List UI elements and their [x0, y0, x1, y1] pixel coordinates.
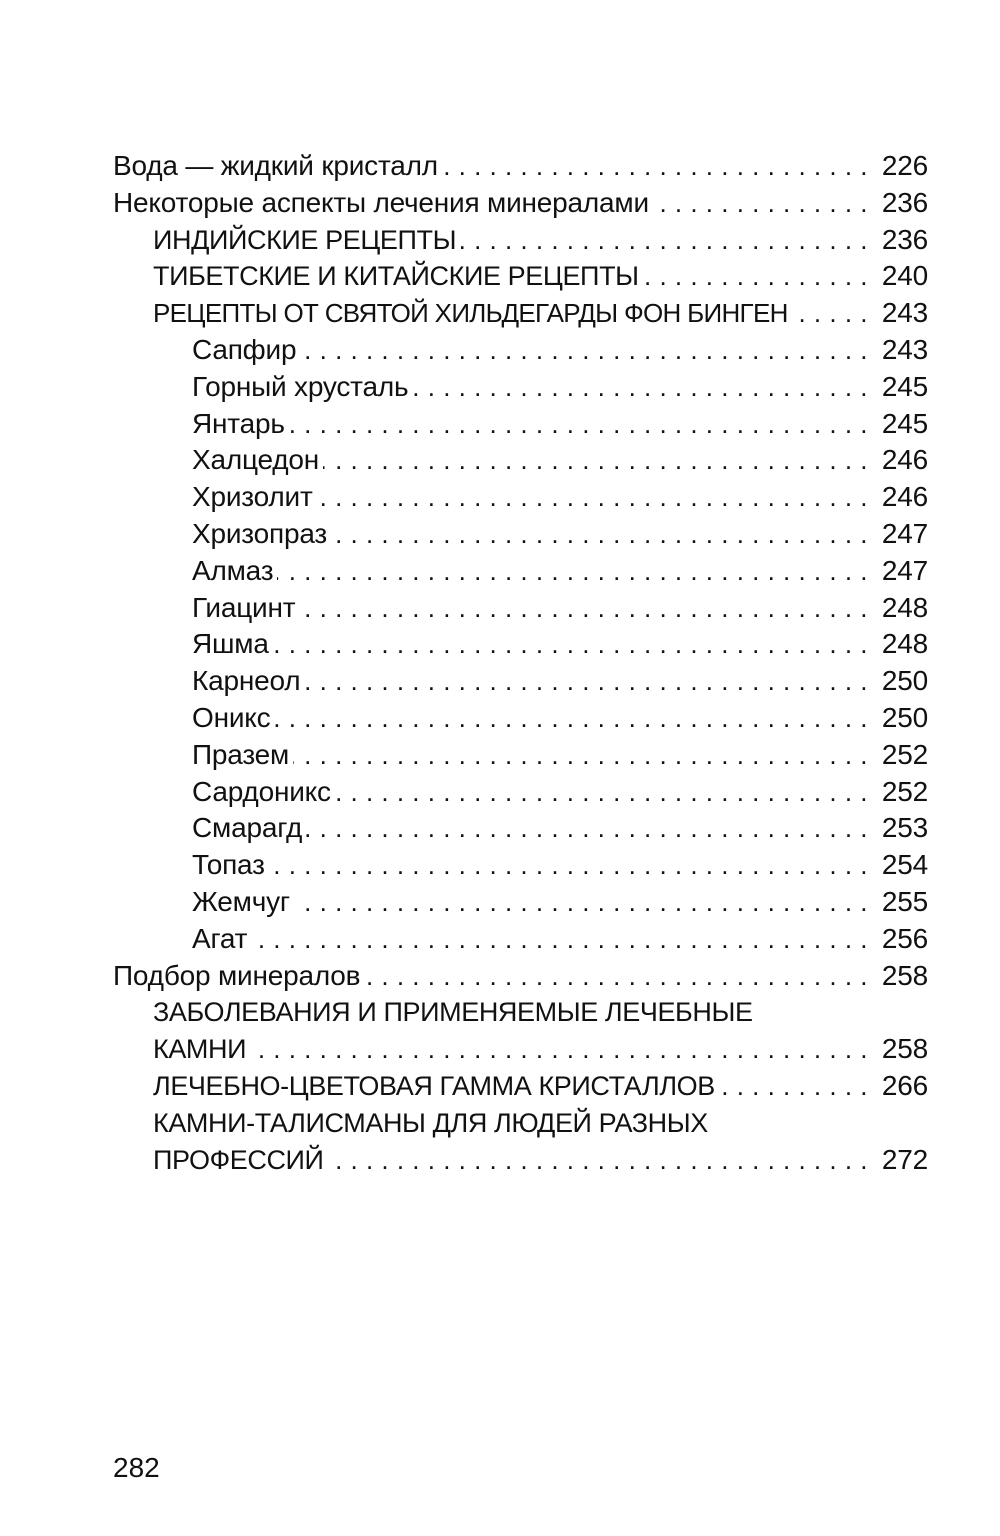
toc-entry-page: 266 — [881, 1069, 928, 1101]
toc-entry — [113, 921, 928, 958]
dot-leader — [251, 921, 868, 958]
toc-entry-page: 256 — [881, 922, 928, 954]
toc-entry — [113, 222, 928, 259]
toc-entry-page: 236 — [881, 223, 928, 255]
dot-leader — [293, 737, 868, 774]
toc-entry-title: Гиацинт — [192, 591, 296, 623]
toc-entry-title: РЕЦЕПТЫ ОТ СВЯТОЙ ХИЛЬДЕГАРДЫ ФОН БИНГЕН — [153, 298, 788, 329]
dot-leader — [412, 369, 868, 406]
toc-entry — [113, 884, 928, 921]
toc-entry-title: Халцедон — [192, 444, 320, 476]
toc-entry — [113, 1142, 928, 1179]
toc-entry — [113, 442, 928, 479]
toc-entry-page: 226 — [881, 150, 928, 181]
toc-entry-page: 250 — [881, 701, 928, 733]
toc-entry — [113, 1068, 928, 1105]
dot-leader — [317, 479, 868, 516]
toc-entry — [113, 958, 928, 995]
toc-entry-page: 253 — [881, 812, 928, 844]
dot-leader — [304, 663, 868, 700]
toc-entry — [113, 553, 928, 590]
toc-entry-title: Агат — [192, 922, 248, 954]
toc-entry-page: 272 — [881, 1143, 928, 1175]
toc-entry-title: Алмаз — [192, 554, 274, 586]
toc-entry — [113, 185, 928, 222]
toc-entry — [113, 626, 928, 663]
toc-entry-page: 246 — [881, 444, 928, 476]
toc-entry-title: Топаз — [192, 849, 265, 881]
page-number: 282 — [113, 1452, 160, 1483]
toc-entry-page: 247 — [881, 517, 928, 549]
toc-entry-page: 250 — [881, 665, 928, 697]
dot-leader — [273, 626, 868, 663]
toc-entry-title: Жемчуг — [192, 885, 290, 917]
toc-entry-title: Оникс — [192, 701, 271, 733]
dot-leader — [643, 258, 868, 295]
dot-leader — [719, 1068, 868, 1105]
toc-entry-title: ИНДИЙСКИЕ РЕЦЕПТЫ — [153, 224, 457, 255]
toc-entry — [113, 774, 928, 811]
toc-entry-page: 240 — [881, 260, 928, 292]
toc-entry-title: Горный хрусталь — [192, 370, 409, 402]
toc-entry-title: КАМНИ — [153, 1034, 247, 1065]
toc-entry-page: 247 — [881, 554, 928, 586]
toc-entry-title: ПРОФЕССИЙ — [153, 1144, 324, 1175]
toc-entry — [113, 295, 928, 332]
toc-entry — [113, 810, 928, 847]
toc-entry-page: 243 — [881, 333, 928, 365]
toc-entry-title: Вода — жидкий кристалл — [113, 150, 438, 181]
dot-leader — [300, 332, 868, 369]
dot-leader — [331, 516, 868, 553]
toc-entry-title: Янтарь — [192, 407, 285, 439]
toc-entry-title: КАМНИ-ТАЛИСМАНЫ ДЛЯ ЛЮДЕЙ РАЗНЫХ — [153, 1107, 708, 1138]
dot-leader — [790, 295, 868, 332]
toc-entry-title: Подбор минералов — [113, 959, 361, 991]
dot-leader — [328, 1142, 868, 1179]
toc-entry — [113, 1031, 928, 1068]
toc-entry — [113, 700, 928, 737]
toc-entry-page: 258 — [881, 1033, 928, 1065]
toc-entry — [113, 663, 928, 700]
dot-leader — [442, 148, 868, 185]
toc-entry — [113, 332, 928, 369]
dot-leader — [299, 590, 868, 627]
dot-leader — [277, 553, 868, 590]
dot-leader — [306, 810, 868, 847]
toc-entry-page: 248 — [881, 591, 928, 623]
toc-entry-title: Сапфир — [192, 333, 297, 365]
toc-entry — [113, 590, 928, 627]
toc-entry-title: ТИБЕТСКИЕ И КИТАЙСКИЕ РЕЦЕПТЫ — [153, 261, 639, 292]
toc-entry-title: Смарагд — [192, 812, 303, 844]
toc-entry-title: ЗАБОЛЕВАНИЯ И ПРИМЕНЯЕМЫЕ ЛЕЧЕБНЫЕ — [153, 997, 753, 1028]
toc-entry-page: 236 — [881, 186, 928, 218]
toc-entry-title: Сардоникс — [192, 775, 331, 807]
toc-entry-page: 254 — [881, 849, 928, 881]
toc-entry-title: Хризопраз — [192, 517, 328, 549]
dot-leader — [289, 406, 868, 443]
toc-entry — [113, 258, 928, 295]
toc-entry — [113, 148, 928, 185]
dot-leader — [323, 442, 868, 479]
dot-leader — [335, 774, 868, 811]
dot-leader — [274, 700, 868, 737]
toc-entry-line1 — [113, 994, 928, 1031]
toc-entry-page: 258 — [881, 959, 928, 991]
dot-leader — [460, 222, 868, 259]
dot-leader — [269, 847, 868, 884]
toc-entry-page: 246 — [881, 481, 928, 513]
toc-entry-page: 255 — [881, 885, 928, 917]
toc-entry — [113, 369, 928, 406]
toc-entry — [113, 516, 928, 553]
toc-entry-page: 248 — [881, 628, 928, 660]
toc-entry — [113, 737, 928, 774]
toc-entry-title: Празем — [192, 738, 290, 770]
toc-entry-page: 252 — [881, 775, 928, 807]
toc-entry-page: 245 — [881, 370, 928, 402]
toc-entry-title: ЛЕЧЕБНО-ЦВЕТОВАЯ ГАММА КРИСТАЛЛОВ — [153, 1070, 715, 1101]
dot-leader — [250, 1031, 868, 1068]
toc-entry-line1 — [113, 1105, 928, 1142]
dot-leader — [653, 185, 868, 222]
toc-entry-page: 245 — [881, 407, 928, 439]
toc-entry-title: Карнеол — [192, 665, 301, 697]
toc-entry-page: 252 — [881, 738, 928, 770]
toc-entry-page: 243 — [881, 297, 928, 329]
toc-entry — [113, 406, 928, 443]
toc-entry-title: Яшма — [192, 628, 269, 660]
toc-entry — [113, 479, 928, 516]
toc-entry-title: Хризолит — [192, 481, 313, 513]
toc-entry — [113, 847, 928, 884]
dot-leader — [364, 958, 868, 995]
toc-entry-title: Некоторые аспекты лечения минералами — [113, 186, 649, 218]
dot-leader — [294, 884, 868, 921]
table-of-contents — [113, 148, 928, 1178]
